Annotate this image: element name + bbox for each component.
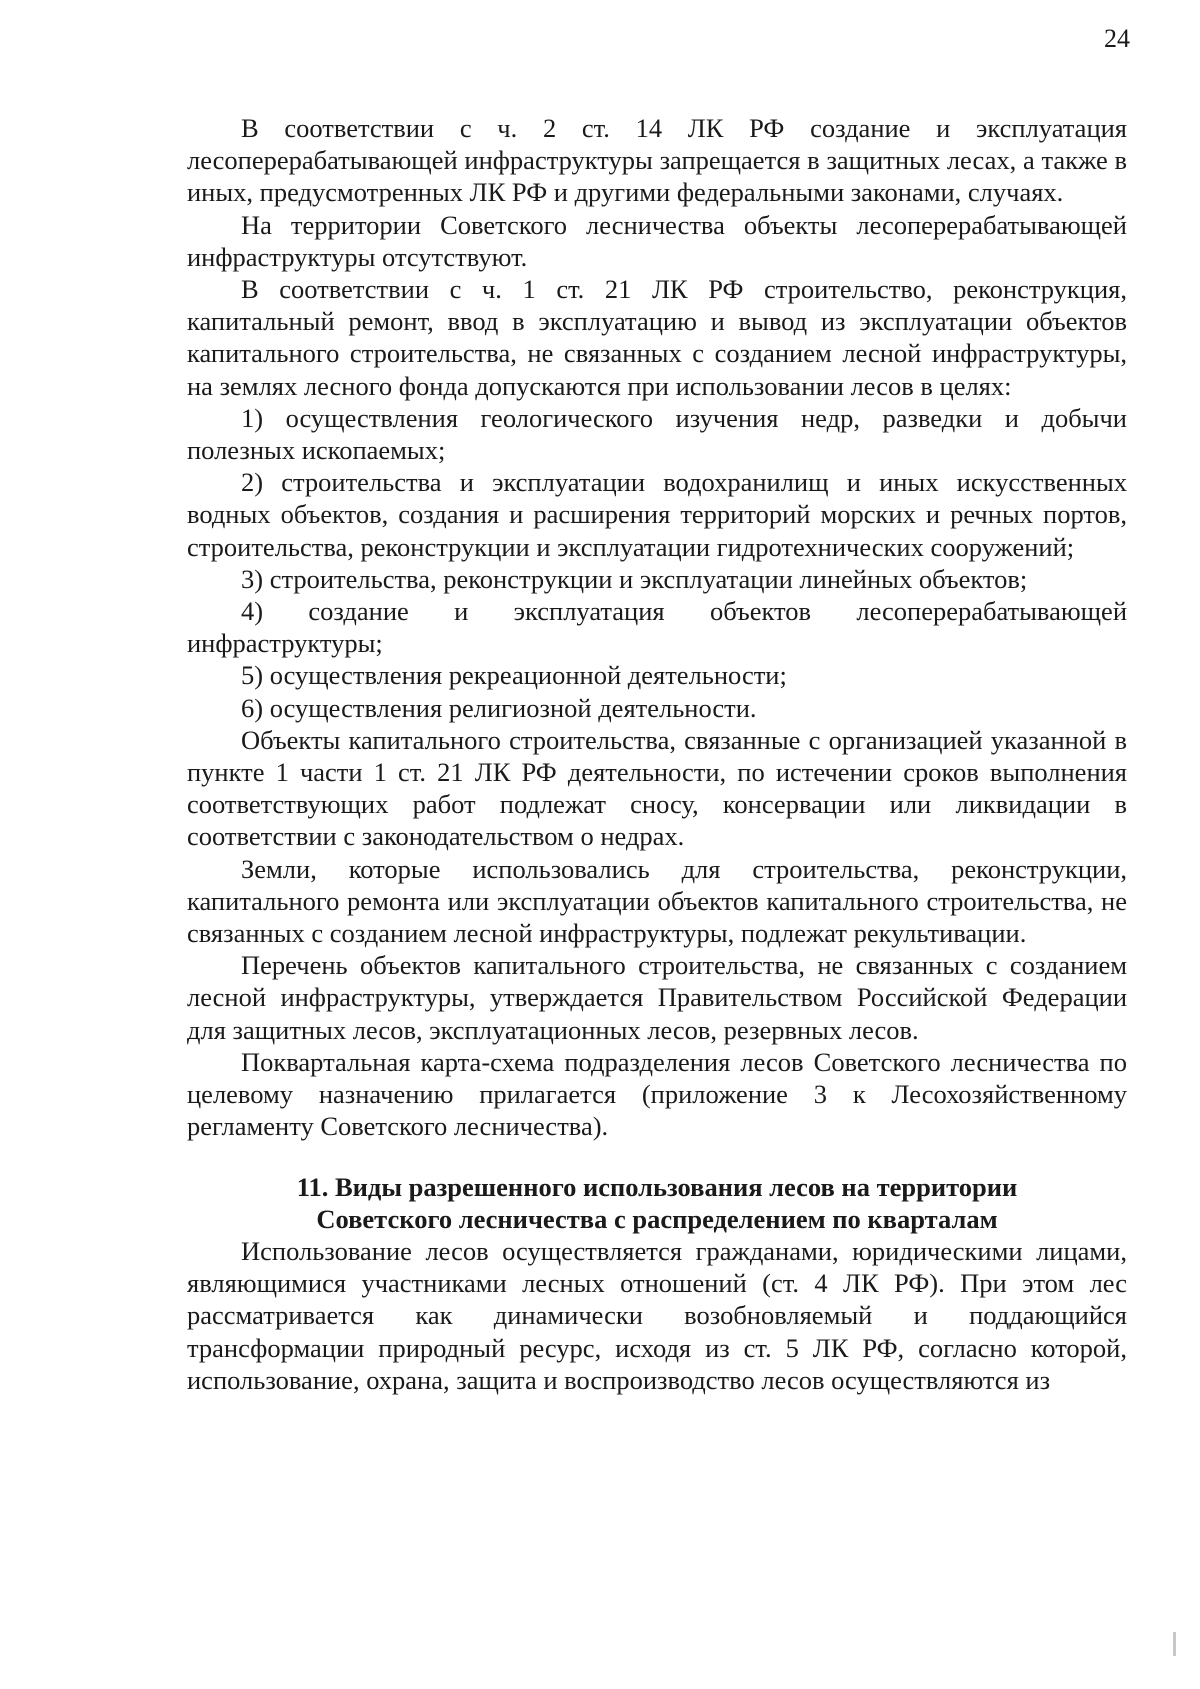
list-item: 4) создание и эксплуатация объектов лесоперерабатывающей инфраструктуры; — [187, 596, 1127, 659]
list-item: 6) осуществления религиозной деятельности. — [241, 692, 757, 723]
list-item: 2) строительства и эксплуатации водохранилищ и иных искусственных водных объектов, создания и расширения территорий морских и речных портов, строительства, реконструкции и эксплуатации гидротехнических сооружений; — [187, 467, 1127, 562]
paragraph: Перечень объектов капитального строительства, не связанных с созданием лесной инфраструктуры, утверждается Правительством Российской Федерации для защитных лесов, эксплуатационных лесов, резервных лесов. — [187, 950, 1127, 1045]
section-heading-line: 11. Виды разрешенного использования лесов на территории — [296, 1171, 1018, 1202]
paragraph: Использование лесов осуществляется гражданами, юридическими лицами, являющимися участниками лесных отношений (ст. 4 ЛК РФ). При этом лес рассматривается как динамически возобновляемый и поддающийся трансформации природный ресурс, исходя из ст. 5 ЛК РФ, согласно которой, использование, охрана, защита и воспроизводство лесов осуществляются из — [187, 1235, 1127, 1395]
section-heading-line: Советского лесничества с распределением по кварталам — [316, 1203, 998, 1234]
list-item: 1) осуществления геологического изучения недр, разведки и добычи полезных ископаемых; — [187, 402, 1127, 466]
section-heading — [187, 1171, 1127, 1235]
paragraph: Поквартальная карта-схема подразделения лесов Советского лесничества по целевому назначению прилагается (приложение 3 к Лесохозяйственному регламенту Советского лесничества). — [187, 1046, 1127, 1142]
paragraph: В соответствии с ч. 1 ст. 21 ЛК РФ строительство, реконструкция, капитальный ремонт, ввод в эксплуатацию и вывод из эксплуатации объектов капитального строительства, не связанных с созданием лесной инфраструктуры, на землях лесного фонда допускаются при использовании лесов в целях: — [187, 274, 1127, 401]
document-body — [187, 112, 1127, 1396]
paragraph: На территории Советского лесничества объекты лесоперерабатывающей инфраструктуры отсутствуют. — [187, 209, 1127, 272]
list-item: 5) осуществления рекреационной деятельности; — [241, 660, 787, 691]
scan-artifact — [1173, 1632, 1176, 1656]
paragraph: В соответствии с ч. 2 ст. 14 ЛК РФ создание и эксплуатация лесоперерабатывающей инфраструктуры запрещается в защитных лесах, а также в иных, предусмотренных ЛК РФ и другими федеральными законами, случаях. — [187, 113, 1127, 208]
list-item: 3) строительства, реконструкции и эксплуатации линейных объектов; — [241, 563, 1028, 594]
page-number: 24 — [1104, 24, 1130, 53]
paragraph: Объекты капитального строительства, связанные с организацией указанной в пункте 1 части 1 ст. 21 ЛК РФ деятельности, по истечении сроков выполнения соответствующих работ подлежат сносу, консервации или ликвидации в соответствии с законодательством о недрах. — [187, 724, 1127, 852]
paragraph: Земли, которые использовались для строительства, реконструкции, капитального ремонта или эксплуатации объектов капитального строительства, не связанных с созданием лесной инфраструктуры, подлежат рекультивации. — [187, 853, 1127, 949]
